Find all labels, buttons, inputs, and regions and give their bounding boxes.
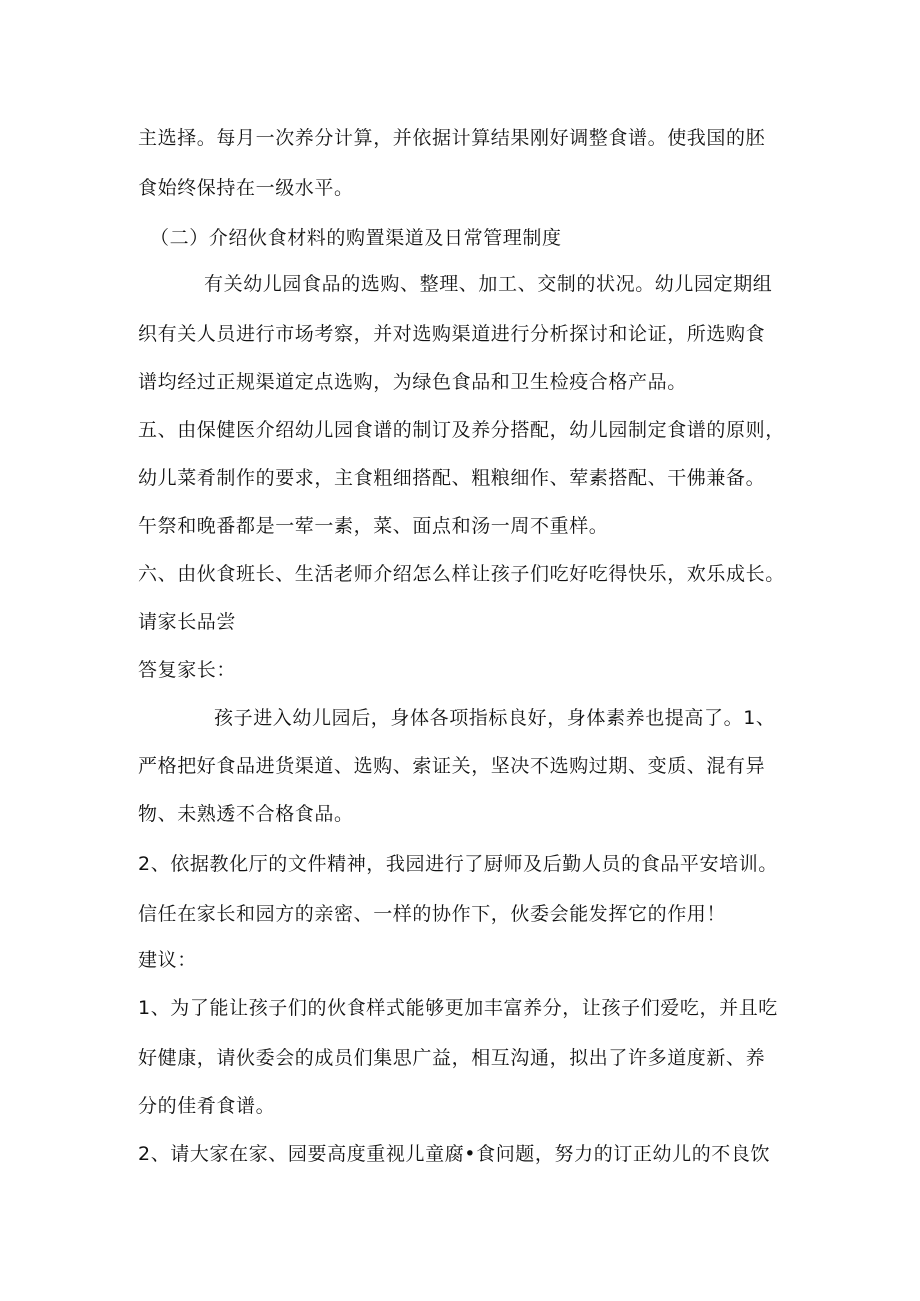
text-line: 织有关人员进行市场考察，并对选购渠道进行分析探讨和论证，所选购食	[138, 323, 766, 345]
text-line: 2、依据教化厅的文件精神，我园进行了厨师及后勤人员的食品平安培训。	[138, 853, 778, 875]
text-line: 物、未熟透不合格食品。	[138, 803, 354, 825]
text-line: 信任在家长和园方的亲密、一样的协作下，伙委会能发挥它的作用！	[138, 903, 727, 925]
text-line: 分的佳肴食谱。	[138, 1095, 276, 1117]
text-line: 孩子进入幼儿园后，身体各项指标良好，身体素养也提高了。1、	[214, 707, 776, 729]
text-line: 2、请大家在家、园要高度重视儿童腐•食问题，努力的订正幼儿的不良饮	[138, 1143, 771, 1165]
text-line: 答复家长：	[138, 659, 237, 681]
section-heading: （二）介绍伙食材料的购置渠道及日常管理制度	[150, 227, 562, 249]
text-line: 主选择。每月一次养分计算，并依据计算结果刚好调整食谱。使我国的胚	[138, 127, 766, 149]
text-line: 午祭和晚番都是一荤一素，菜、面点和汤一周不重样。	[138, 515, 609, 537]
text-line: 1、为了能让孩子们的伙食样式能够更加丰富养分，让孩子们爱吃，并且吃	[138, 997, 778, 1019]
text-line: 谱均经过正规渠道定点选购，为绿色食品和卫生检疫合格产品。	[138, 371, 687, 393]
text-line: 六、由伙食班长、生活老师介绍怎么样让孩子们吃好吃得快乐，欢乐成长。	[138, 563, 785, 585]
text-line: 严格把好食品进货渠道、选购、索证关，坚决不选购过期、变质、混有异	[138, 755, 766, 777]
text-line: 好健康，请伙委会的成员们集思广益，相互沟通，拟出了许多道度新、养	[138, 1047, 766, 1069]
text-line: 有关幼儿园食品的选购、整理、加工、交制的状况。幼儿园定期组	[204, 273, 773, 295]
text-line: 幼儿菜肴制作的要求，主食粗细搭配、粗粮细作、荤素搭配、干佛兼备。	[138, 467, 766, 489]
text-line: 建议：	[138, 949, 197, 971]
text-line: 食始终保持在一级水平。	[138, 177, 354, 199]
text-line: 请家长品尝	[138, 611, 237, 633]
text-line: 五、由保健医介绍幼儿园食谱的制订及养分搭配，幼儿园制定食谱的原则，	[138, 419, 785, 441]
